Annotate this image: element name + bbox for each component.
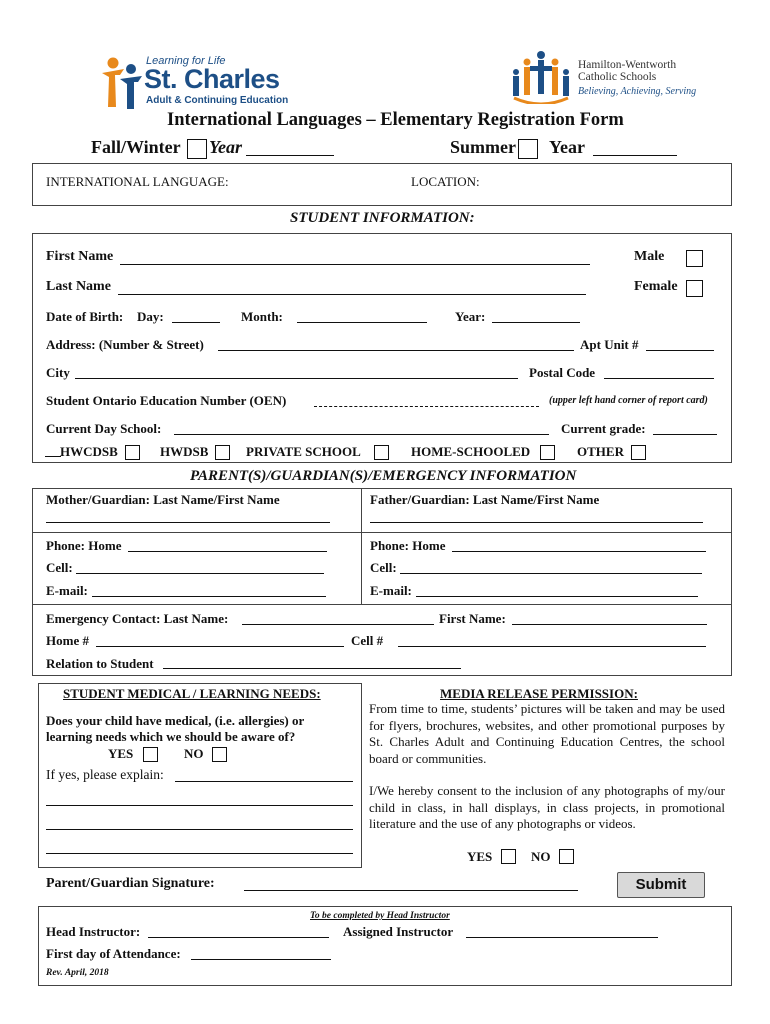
female-checkbox[interactable] [686,280,703,297]
emergency-home-label: Home # [46,633,89,648]
parent-row-divider-1 [32,532,732,533]
home-schooled-checkbox[interactable] [540,445,555,460]
dob-month-field[interactable] [297,322,427,323]
father-cell-field[interactable] [400,573,702,574]
parent-row-divider-2 [32,604,732,605]
summer-year-label: Year [549,137,585,157]
logo-subtitle: Adult & Continuing Education [146,95,289,106]
father-cell-label: Cell: [370,560,397,575]
mother-email-label: E-mail: [46,583,88,598]
hwcdsb-checkbox[interactable] [125,445,140,460]
medical-no-label: NO [184,746,204,761]
medical-question: Does your child have medical, (i.e. allergies) or learning needs which we should be aware of? [46,713,305,744]
dob-year-field[interactable] [492,322,580,323]
fall-year-label: Year [209,137,242,157]
emergency-home-field[interactable] [96,646,344,647]
logo-tagline: Learning for Life [146,55,226,67]
relation-field[interactable] [163,668,461,669]
mother-name-field[interactable] [46,522,330,523]
emergency-cell-field[interactable] [398,646,706,647]
hwcs-crosses-icon [510,50,572,104]
relation-label: Relation to Student [46,656,154,671]
father-email-label: E-mail: [370,583,412,598]
father-phone-field[interactable] [452,551,706,552]
mother-name-label: Mother/Guardian: Last Name/First Name [46,492,280,507]
last-name-field[interactable] [118,294,586,295]
medical-yes-label: YES [108,746,134,761]
revision-note: Rev. April, 2018 [46,968,109,978]
emergency-first-name-field[interactable] [512,624,707,625]
male-checkbox[interactable] [686,250,703,267]
father-name-label: Father/Guardian: Last Name/First Name [370,492,600,507]
home-schooled-label: HOME-SCHOOLED [411,444,531,459]
hwcdsb-blank [45,456,61,457]
medical-explain-label: If yes, please explain: [46,767,164,782]
logo-name: St. Charles [144,64,280,94]
private-school-label: PRIVATE SCHOOL [246,444,361,459]
emergency-last-name-field[interactable] [242,624,434,625]
father-email-field[interactable] [416,596,698,597]
medical-explain-line-4[interactable] [46,853,353,854]
media-no-checkbox[interactable] [559,849,574,864]
mother-phone-field[interactable] [128,551,327,552]
dob-month-label: Month: [241,309,283,324]
male-label: Male [634,249,665,264]
hwcs-motto: Believing, Achieving, Serving [578,86,697,97]
media-yes-checkbox[interactable] [501,849,516,864]
st-charles-figure-icon [98,55,144,111]
other-label: OTHER [577,444,624,459]
dob-label: Date of Birth: [46,309,124,324]
postal-code-label: Postal Code [529,365,596,380]
summer-year-field[interactable] [593,155,677,156]
first-day-field[interactable] [191,959,331,960]
student-info-heading-text: STUDENT INFORMATION [290,210,470,226]
address-label: Address: (Number & Street) [46,337,204,352]
dob-year-label: Year: [455,309,486,324]
hwcs-name-line-2: Catholic Schools [578,71,657,83]
current-school-label: Current Day School: [46,421,162,436]
mother-email-field[interactable] [92,596,326,597]
summer-checkbox[interactable] [518,139,538,159]
media-paragraph-1: From time to time, students’ pictures will be taken and may be used for flyers, brochures, websites, and other promotional purposes by St. Charles Adult and Continuing Education Centres, the school board or communities. [369,701,725,766]
media-yes-label: YES [467,849,493,864]
oen-note: (upper left hand corner of report card) [549,395,708,406]
apt-unit-label: Apt Unit # [580,337,639,352]
media-heading: MEDIA RELEASE PERMISSION: [440,686,638,701]
head-instructor-field[interactable] [148,937,329,938]
current-grade-field[interactable] [653,434,717,435]
signature-label: Parent/Guardian Signature: [46,876,215,891]
emergency-first-name-label: First Name: [439,611,506,626]
emergency-cell-label: Cell # [351,633,384,648]
father-name-field[interactable] [370,522,703,523]
assigned-instructor-field[interactable] [466,937,658,938]
media-paragraph-2: I/We hereby consent to the inclusion of any photographs of my/our child in class, in hall displays, in class projects, in promotional literature and the use of any photographs or videos. [369,783,725,831]
private-school-checkbox[interactable] [374,445,389,460]
city-label: City [46,365,70,380]
hwdsb-checkbox[interactable] [215,445,230,460]
language-input[interactable] [255,174,395,190]
other-checkbox[interactable] [631,445,646,460]
fall-winter-checkbox[interactable] [187,139,207,159]
emergency-last-name-label: Emergency Contact: Last Name: [46,611,229,626]
fall-year-field[interactable] [246,155,334,156]
medical-explain-line-3[interactable] [46,829,353,830]
hwcs-logo [510,50,710,105]
dob-day-label: Day: [137,309,164,324]
medical-yes-checkbox[interactable] [143,747,158,762]
parent-info-heading: PARENT(S)/GUARDIAN(S)/EMERGENCY INFORMATION [190,468,577,484]
first-name-label: First Name [46,249,114,264]
dob-day-field[interactable] [172,322,220,323]
form-title: International Languages – Elementary Registration Form [167,110,624,130]
oen-field[interactable] [314,406,539,407]
fall-winter-label: Fall/Winter [91,137,181,157]
summer-label: Summer [450,137,516,157]
location-label: LOCATION: [411,174,480,189]
assigned-instructor-label: Assigned Instructor [343,924,454,939]
apt-unit-field[interactable] [646,350,714,351]
medical-no-checkbox[interactable] [212,747,227,762]
mother-phone-label: Phone: Home [46,538,122,553]
student-info-heading-colon: : [469,210,475,226]
medical-explain-line-2[interactable] [46,805,353,806]
parent-column-divider [361,488,362,604]
city-field[interactable] [75,378,518,379]
mother-cell-field[interactable] [76,573,324,574]
postal-code-field[interactable] [604,378,714,379]
hwcs-name-line-1: Hamilton-Wentworth [578,59,677,71]
student-info-heading [290,210,475,227]
oen-label: Student Ontario Education Number (OEN) [46,393,287,408]
st-charles-logo [98,55,298,110]
address-field[interactable] [218,350,574,351]
hwcdsb-label: HWCDSB [60,444,118,459]
head-instructor-label: Head Instructor: [46,924,141,939]
hwdsb-label: HWDSB [160,444,209,459]
mother-cell-label: Cell: [46,560,73,575]
media-no-label: NO [531,849,551,864]
female-label: Female [634,279,678,294]
signature-field[interactable] [244,890,578,891]
first-day-label: First day of Attendance: [46,946,181,961]
first-name-field[interactable] [120,264,590,265]
last-name-label: Last Name [46,279,111,294]
medical-heading: STUDENT MEDICAL / LEARNING NEEDS: [63,686,321,701]
submit-button[interactable]: Submit [617,872,705,898]
location-input[interactable] [494,174,694,190]
language-label: INTERNATIONAL LANGUAGE: [46,174,229,189]
instructor-note: To be completed by Head Instructor [310,911,450,921]
current-school-field[interactable] [174,434,549,435]
father-phone-label: Phone: Home [370,538,446,553]
current-grade-label: Current grade: [561,421,646,436]
medical-explain-line-1[interactable] [175,781,353,782]
